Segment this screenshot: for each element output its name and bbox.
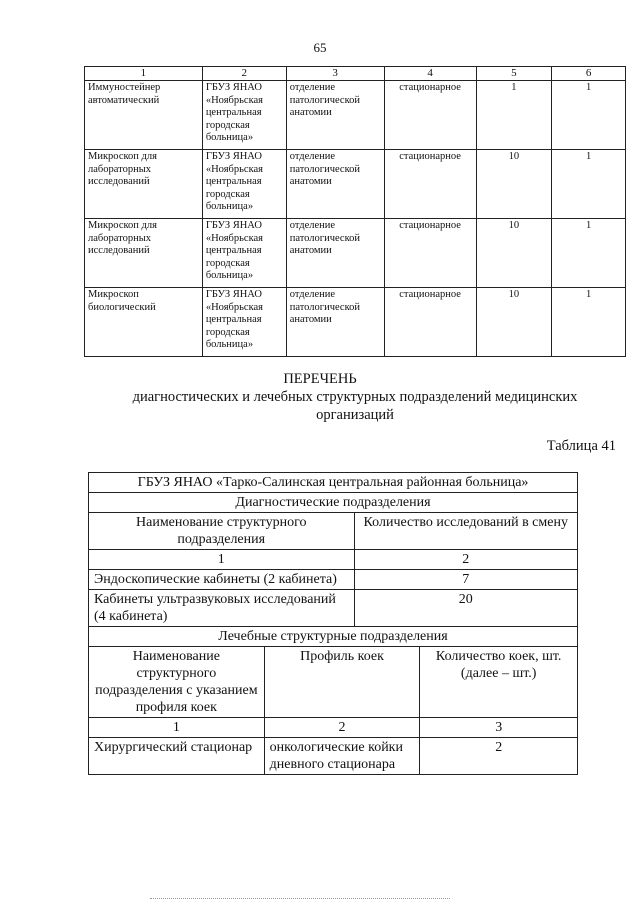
header-cell: 2 xyxy=(202,67,286,81)
department: отделение патологической анатомии xyxy=(286,150,384,219)
header-cell: 4 xyxy=(384,67,476,81)
value-col6: 1 xyxy=(552,219,626,288)
value-col5: 10 xyxy=(476,288,552,357)
page-number: 65 xyxy=(313,40,327,55)
treat-header-row xyxy=(89,647,578,718)
column-number: 1 xyxy=(89,550,355,570)
equipment-name: Микроскоп для лабораторных исследований xyxy=(85,219,203,288)
diag-unit-count: 20 xyxy=(354,590,578,627)
diag-unit-name: Эндоскопические кабинеты (2 кабинета) xyxy=(89,570,355,590)
organization: ГБУЗ ЯНАО «Ноябрьская центральная городская больница» xyxy=(202,288,286,357)
header-cell: 1 xyxy=(85,67,203,81)
organization: ГБУЗ ЯНАО «Ноябрьская центральная городская больница» xyxy=(202,150,286,219)
treat-section-title: Лечебные структурные подразделения xyxy=(89,627,578,647)
table-row xyxy=(85,288,626,357)
table-row xyxy=(85,81,626,150)
equipment-table-header xyxy=(85,67,626,81)
footer-divider xyxy=(150,898,450,899)
diag-header-row xyxy=(89,513,578,550)
section-row xyxy=(89,627,578,647)
diag-section-title: Диагностические подразделения xyxy=(89,493,578,513)
header-cell: 5 xyxy=(476,67,552,81)
header-cell: 3 xyxy=(286,67,384,81)
diag-header-name: Наименование структурного подразделения xyxy=(89,513,355,550)
equipment-name: Иммуностейнер автоматический xyxy=(85,81,203,150)
organization: ГБУЗ ЯНАО «Ноябрьская центральная городская больница» xyxy=(202,81,286,150)
treat-header-name: Наименование структурного подразделения с указанием профиля коек xyxy=(89,647,265,718)
column-number: 2 xyxy=(354,550,578,570)
treat-unit-profile: онкологические койки дневного стационара xyxy=(264,738,420,775)
section-row xyxy=(89,493,578,513)
value-col5: 1 xyxy=(476,81,552,150)
department: отделение патологической анатомии xyxy=(286,219,384,288)
table-label: Таблица 41 xyxy=(546,438,616,454)
header-cell: 6 xyxy=(552,67,626,81)
table-row xyxy=(85,219,626,288)
value-col5: 10 xyxy=(476,150,552,219)
value-col5: 10 xyxy=(476,219,552,288)
care-type: стационарное xyxy=(384,288,476,357)
table-row xyxy=(85,150,626,219)
organization: ГБУЗ ЯНАО «Ноябрьская центральная городская больница» xyxy=(202,219,286,288)
treat-unit-name: Хирургический стационар xyxy=(89,738,265,775)
column-number: 3 xyxy=(420,718,578,738)
care-type: стационарное xyxy=(384,219,476,288)
value-col6: 1 xyxy=(552,288,626,357)
diag-unit-count: 7 xyxy=(354,570,578,590)
hospital-name: ГБУЗ ЯНАО «Тарко-Салинская центральная районная больница» xyxy=(89,473,578,493)
equipment-table xyxy=(84,66,626,357)
department: отделение патологической анатомии xyxy=(286,288,384,357)
treat-header-count: Количество коек, шт. (далее – шт.) xyxy=(420,647,578,718)
column-number: 2 xyxy=(264,718,420,738)
table-row xyxy=(89,738,578,775)
equipment-name: Микроскоп для лабораторных исследований xyxy=(85,150,203,219)
treat-number-row xyxy=(89,718,578,738)
equipment-name: Микроскоп биологический xyxy=(85,288,203,357)
value-col6: 1 xyxy=(552,81,626,150)
care-type: стационарное xyxy=(384,150,476,219)
diag-unit-name: Кабинеты ультразвуковых исследований (4 кабинета) xyxy=(89,590,355,627)
hospital-row xyxy=(89,473,578,493)
value-col6: 1 xyxy=(552,150,626,219)
diag-header-count: Количество исследований в смену xyxy=(354,513,578,550)
table-row xyxy=(89,590,578,627)
diag-number-row xyxy=(89,550,578,570)
treat-header-profile: Профиль коек xyxy=(264,647,420,718)
list-title: ПЕРЕЧЕНЬ xyxy=(283,371,357,387)
department: отделение патологической анатомии xyxy=(286,81,384,150)
column-number: 1 xyxy=(89,718,265,738)
table-row xyxy=(89,570,578,590)
table-41 xyxy=(88,472,578,775)
list-subtitle: диагностических и лечебных структурных подразделений медицинских организаций xyxy=(132,389,578,423)
care-type: стационарное xyxy=(384,81,476,150)
treat-unit-count: 2 xyxy=(420,738,578,775)
